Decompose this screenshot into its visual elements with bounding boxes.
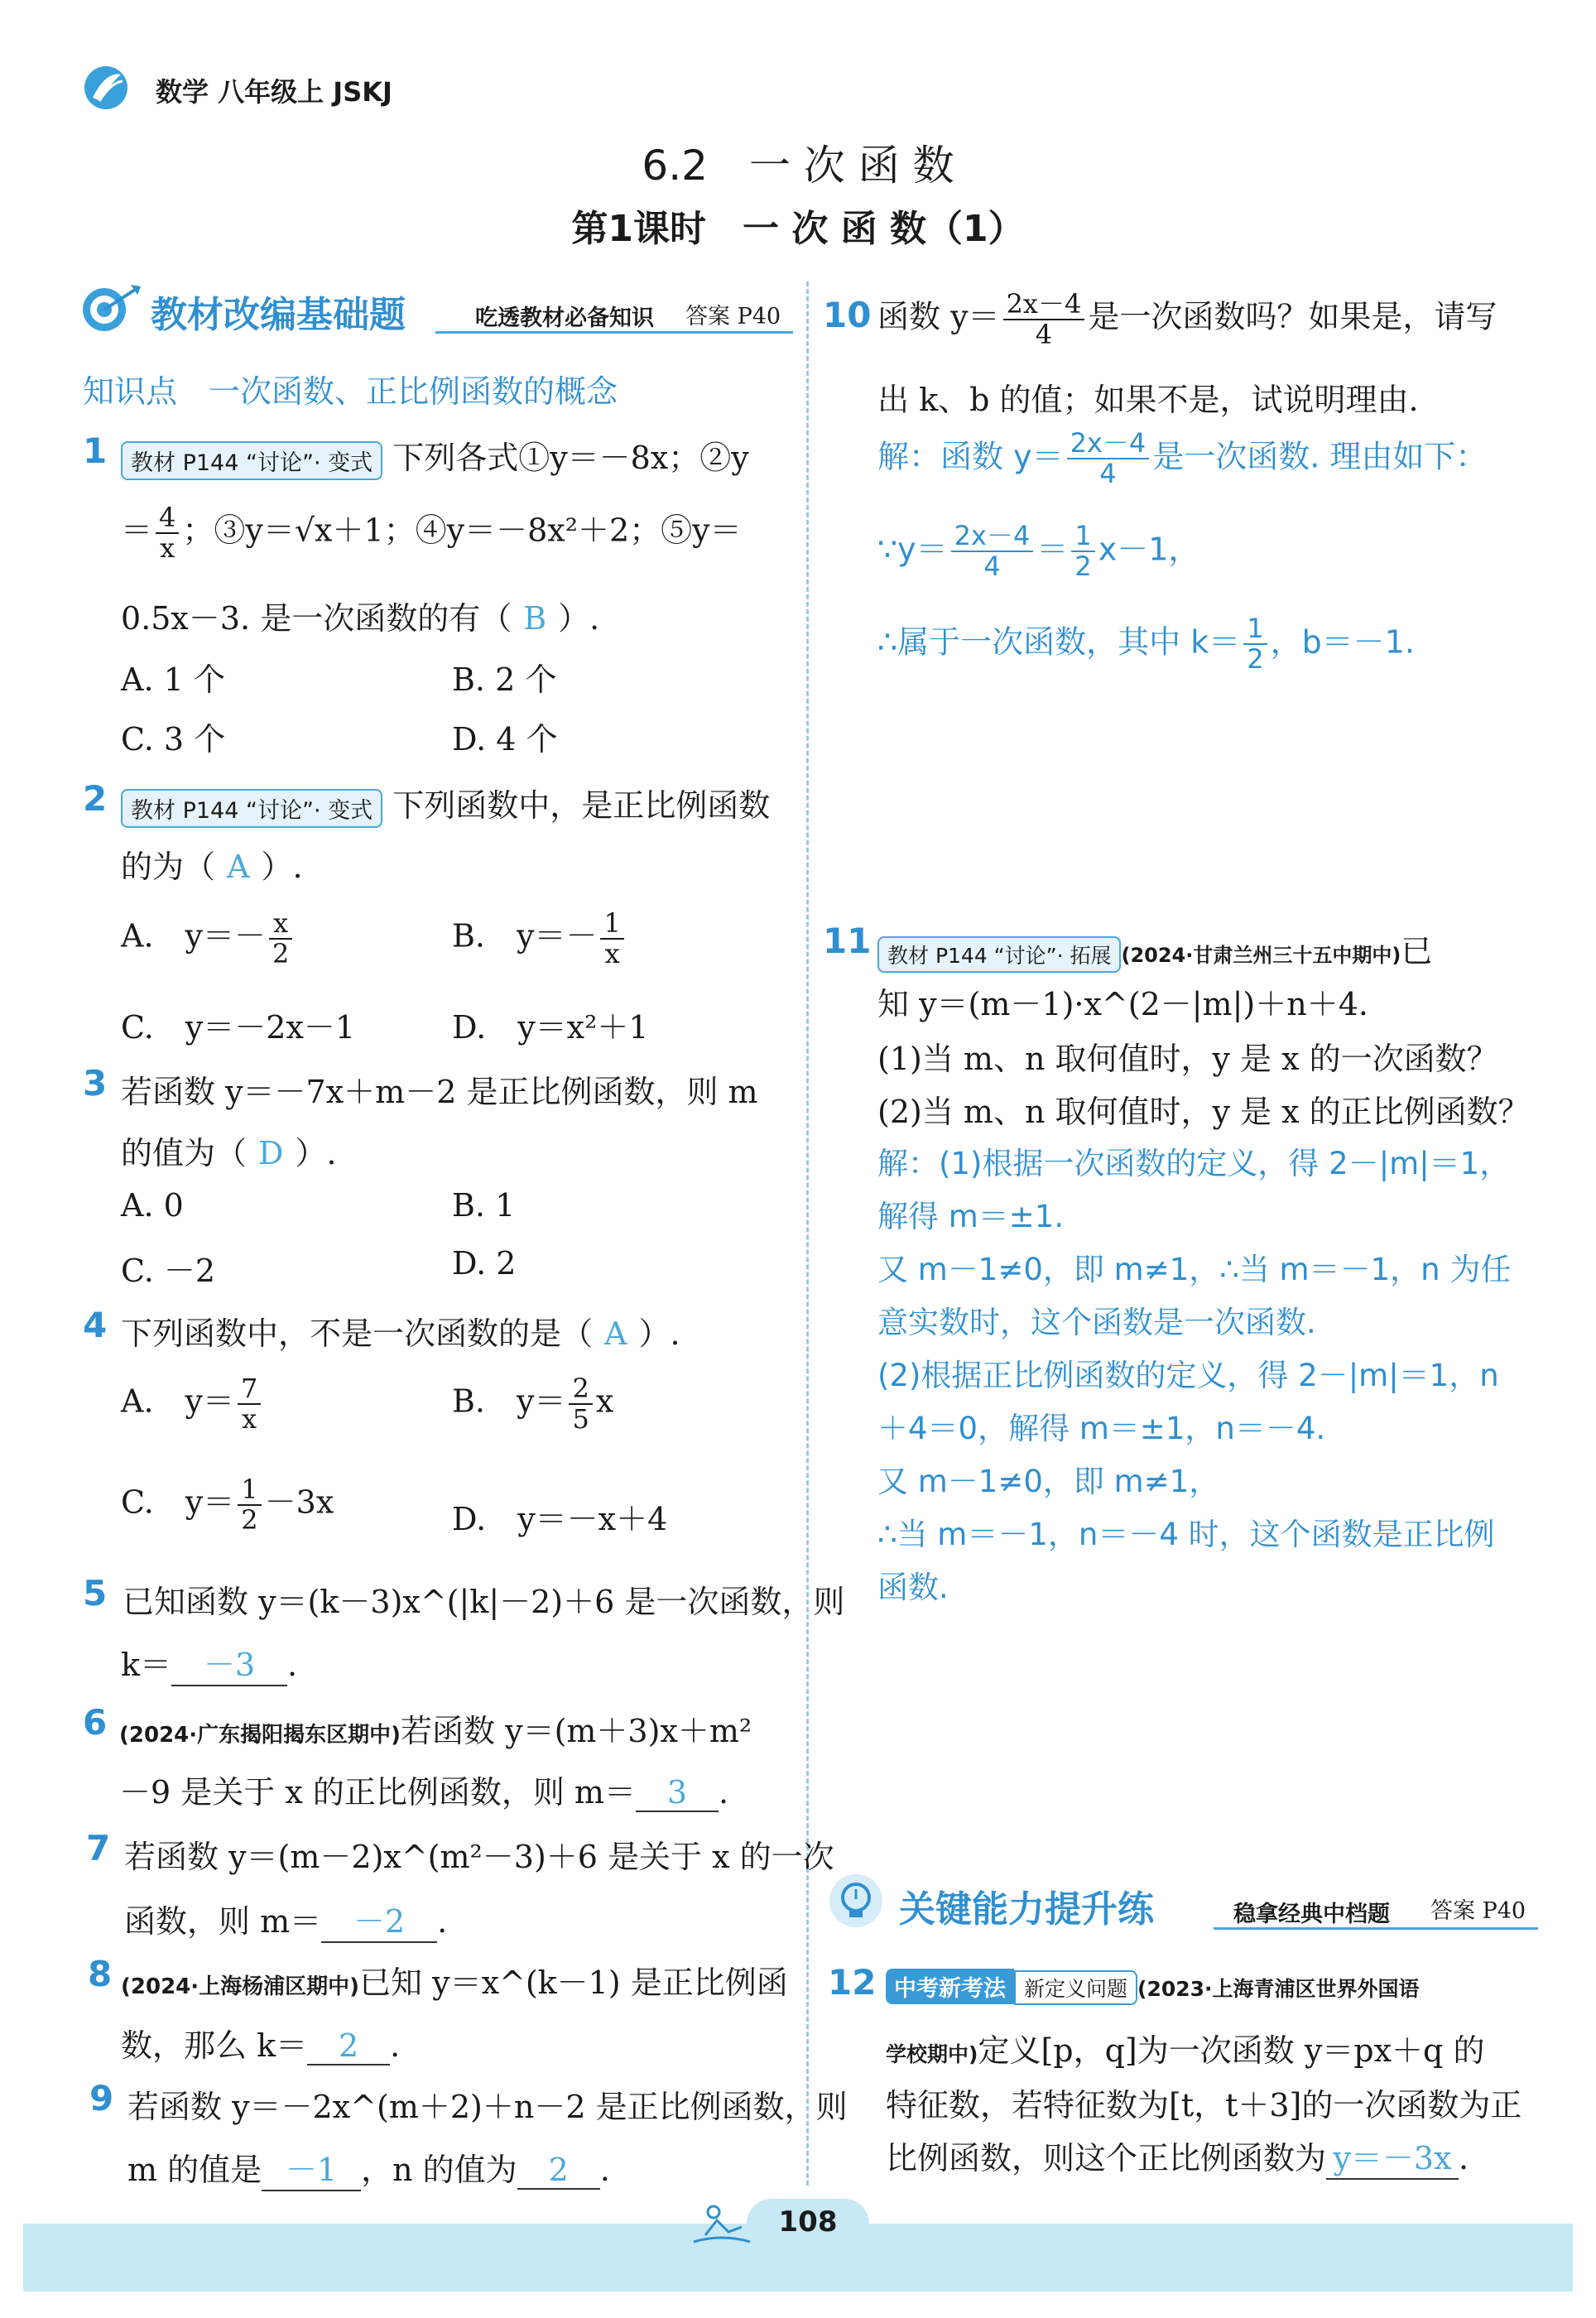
- q12-text4: 比例函数，则这个正比例函数为: [886, 2140, 1327, 2176]
- q3-option-d: D. 2: [452, 1245, 517, 1282]
- q6-text1: 若函数 y＝(m＋3)x＋m²: [401, 1713, 752, 1749]
- q1-line3: [121, 593, 599, 638]
- q3-line2: [121, 1128, 337, 1173]
- q1-text2b: ；③y＝√x＋1；④y＝－8x²＋2；⑤y＝: [182, 512, 742, 549]
- q11-line2: 知 y＝(m－1)·x^(2－|m|)＋n＋4.: [877, 986, 1368, 1022]
- q11-sol-line: 函数.: [877, 1570, 949, 1605]
- q12-answer-blank: y＝－3x: [1326, 2133, 1459, 2180]
- q5-text2: k＝: [121, 1647, 172, 1683]
- q2-option-d: D. y＝x²＋1: [452, 1009, 649, 1046]
- column-divider: [806, 281, 809, 2186]
- banner-key-underline: [1214, 1927, 1538, 1930]
- q4-option-a: [121, 1374, 264, 1434]
- q10-text1b: 是一次函数吗？如果是，请写: [1088, 298, 1497, 335]
- q2-source-tag: 教材 P144 “讨论”· 变式: [121, 789, 382, 828]
- q8-answer-blank: 2: [307, 2027, 390, 2066]
- banner-basic-motto: 吃透教材必备知识: [475, 305, 654, 331]
- q6-number: 6: [83, 1702, 108, 1743]
- banner-key: [824, 1871, 1538, 1934]
- q4-option-c: [121, 1475, 334, 1535]
- q10-solution2: [877, 522, 1199, 581]
- q9-number: 9: [89, 2078, 114, 2118]
- q12-text2: 定义[p，q]为一次函数 y＝px＋q 的: [978, 2032, 1485, 2069]
- q8-number: 8: [88, 1954, 113, 1994]
- q1-frac-den: x: [160, 532, 175, 565]
- q11-text1-end: 已: [1401, 933, 1433, 969]
- q3-number: 3: [83, 1063, 108, 1104]
- banner-basic: [79, 280, 793, 338]
- q4-a-den: x: [242, 1403, 257, 1436]
- q7-text2: 函数，则 m＝: [124, 1903, 322, 1940]
- q9-answer2-blank: 2: [517, 2152, 600, 2190]
- q2-text2: 的为（: [121, 849, 216, 885]
- q12-close: .: [1459, 2140, 1469, 2176]
- q11-sol-line: (2)根据正比例函数的定义，得 2－|m|＝1，n: [877, 1358, 1499, 1393]
- q3-option-c: C. －2: [121, 1253, 216, 1289]
- q10-sol1-num: 2x－4: [1067, 429, 1150, 459]
- q4-answer: A: [604, 1315, 627, 1352]
- q4-a-num: 7: [238, 1374, 261, 1405]
- q2-line1: [121, 780, 770, 828]
- q10-frac: [1003, 290, 1085, 349]
- q1-option-a: A. 1 个: [121, 661, 225, 698]
- q1-fraction: [156, 503, 179, 563]
- q11-sol-line: ＋4＝0，解得 m＝±1，n＝－4.: [877, 1411, 1326, 1446]
- q2-text1: 下列函数中，是正比例函数: [392, 787, 771, 824]
- q2-answer: A: [227, 849, 250, 885]
- q8-text2: 数，那么 k＝: [121, 2027, 308, 2064]
- q4-c-den: 2: [241, 1504, 258, 1537]
- q8-line1: [121, 1957, 788, 2003]
- q2-b-num: 1: [600, 909, 623, 940]
- q2-option-c: C. y＝－2x－1: [121, 1009, 356, 1046]
- q4-c-frac: [238, 1475, 261, 1535]
- q1-number: 1: [83, 430, 108, 471]
- q9-answer1-blank: －1: [262, 2144, 361, 2191]
- q3-option-a: A. 0: [121, 1187, 184, 1224]
- q5-close: .: [287, 1647, 298, 1683]
- q2-a-frac: [269, 909, 292, 969]
- lightbulb-icon: [824, 1873, 887, 1934]
- q10-sol2-frac2: [1071, 522, 1094, 581]
- q2-option-a: [121, 909, 296, 969]
- q4-a-frac: [238, 1374, 261, 1434]
- q9-text2a: m 的值是: [127, 2152, 262, 2188]
- q2-option-b: [452, 909, 627, 969]
- q1-text1: 下列各式①y＝－8x；②y: [392, 440, 749, 476]
- q3-option-b: B. 1: [452, 1187, 516, 1224]
- q1-option-d: D. 4 个: [452, 721, 558, 757]
- q10-sol1-frac: [1067, 429, 1150, 488]
- q1-close: ）.: [558, 600, 600, 637]
- q6-line2: [119, 1767, 728, 1812]
- q3-close: ）.: [295, 1135, 337, 1171]
- q11-sol-line: 意实数时，这个函数是一次函数.: [877, 1305, 1316, 1340]
- q7-line1: 若函数 y＝(m－2)x^(m²－3)＋6 是关于 x 的一次: [124, 1839, 834, 1875]
- q12-source-cont: 学校期中): [886, 2042, 978, 2066]
- q10-solution3: [877, 614, 1415, 674]
- q7-line2: [124, 1896, 447, 1943]
- q10-line1: [877, 290, 1497, 349]
- section-title: 6.2 一 次 函 数: [642, 142, 954, 190]
- q5-answer-blank: －3: [171, 1639, 287, 1686]
- q6-source: (2024·广东揭阳揭东区期中): [119, 1723, 401, 1748]
- q10-sol1-den: 4: [1099, 458, 1117, 490]
- q5-line2: [121, 1639, 297, 1686]
- q10-sol1a: 解：函数 y＝: [877, 438, 1064, 475]
- book-subject: 数学 八年级上 JSKJ: [156, 76, 392, 108]
- q10-sol2c: x－1，: [1098, 531, 1200, 568]
- q4-text1: 下列函数中，不是一次函数的是（: [121, 1315, 594, 1352]
- q7-answer-blank: －2: [321, 1896, 437, 1943]
- q12-line3: 特征数，若特征数为[t，t＋3]的一次函数为正: [886, 2087, 1522, 2123]
- q10-sol3-frac: [1243, 614, 1267, 674]
- q4-b-text: B. y＝: [452, 1383, 566, 1420]
- q10-sol3-den: 2: [1247, 643, 1264, 676]
- q10-sol2-frac1: [951, 522, 1034, 581]
- q10-sol1b: 是一次函数. 理由如下：: [1152, 438, 1488, 475]
- q11-source-tag: 教材 P144 “讨论”· 拓展: [877, 936, 1121, 973]
- q7-number: 7: [86, 1828, 111, 1868]
- q10-sol3a: ∴属于一次函数，其中 k＝: [877, 623, 1241, 661]
- q4-option-b: [452, 1374, 613, 1434]
- q3-answer: D: [258, 1135, 284, 1171]
- q6-close: .: [718, 1774, 729, 1811]
- q4-c-num: 1: [238, 1475, 261, 1506]
- page-number: 108: [778, 2205, 838, 2239]
- q5-number: 5: [83, 1573, 108, 1613]
- q11-line1: [877, 926, 1432, 973]
- q11-sol-line: 解：(1)根据一次函数的定义，得 2－|m|＝1，: [877, 1146, 1511, 1181]
- q1-frac-num: 4: [156, 503, 179, 534]
- q1-option-c: C. 3 个: [121, 721, 226, 757]
- q10-sol2a: ∵y＝: [877, 531, 948, 568]
- lesson-title: 第1课时 一 次 函 数（1）: [571, 208, 1025, 250]
- q10-sol2b: ＝: [1036, 531, 1069, 568]
- q2-close: ）.: [261, 849, 303, 885]
- q10-text1a: 函数 y＝: [877, 298, 1000, 335]
- q1-source-tag: 教材 P144 “讨论”· 变式: [121, 441, 382, 480]
- q2-a-den: 2: [272, 938, 290, 970]
- q1-text2a: ＝: [121, 512, 153, 549]
- q2-b-text: B. y＝－: [452, 917, 598, 955]
- q11-sol-line: 又 m－1≠0，即 m≠1，: [877, 1464, 1220, 1499]
- banner-key-motto: 稳拿经典中档题: [1233, 1902, 1390, 1927]
- q1-text3: 0.5x－3. 是一次函数的有（: [121, 600, 512, 637]
- q6-line1: [119, 1705, 752, 1751]
- q1-option-b: B. 2 个: [452, 661, 557, 698]
- q11-sol-line: 解得 m＝±1.: [877, 1199, 1065, 1234]
- q4-number: 4: [83, 1305, 108, 1345]
- q4-c-suffix: －3x: [264, 1484, 334, 1521]
- q12-line4: [886, 2133, 1469, 2180]
- q11-sol-line: ∴当 m＝－1，n＝－4 时，这个函数是正比例: [877, 1517, 1495, 1552]
- q12-tag-new-method: 中考新考法: [886, 1969, 1014, 2004]
- q1-line2: [121, 503, 742, 563]
- q10-line2: 出 k、b 的值；如果不是，试说明理由.: [877, 382, 1419, 418]
- q8-close: .: [390, 2027, 401, 2064]
- q2-a-text: A. y＝－: [121, 917, 266, 955]
- q11-part2: (2)当 m、n 取何值时，y 是 x 的正比例函数？: [877, 1094, 1530, 1130]
- q12-line2: [886, 2025, 1484, 2070]
- banner-basic-title: 教材改编基础题: [151, 294, 406, 336]
- q2-a-num: x: [269, 909, 292, 940]
- q10-sol2-num2: 1: [1071, 522, 1094, 552]
- q2-number: 2: [83, 778, 108, 819]
- q4-a-text: A. y＝: [121, 1383, 234, 1420]
- q4-b-den: 5: [572, 1403, 589, 1436]
- q2-b-frac: [600, 909, 623, 969]
- q4-line1: [121, 1308, 680, 1354]
- target-icon: [79, 283, 142, 336]
- banner-basic-underline: [435, 331, 793, 334]
- q2-line2: [121, 841, 303, 887]
- q4-b-suffix: x: [595, 1383, 614, 1420]
- q11-solution: [877, 1137, 1511, 1614]
- q11-part1: (1)当 m、n 取何值时，y 是 x 的一次函数？: [877, 1041, 1498, 1077]
- q6-answer-blank: 3: [636, 1774, 719, 1812]
- banner-key-answer: 答案 P40: [1430, 1898, 1526, 1924]
- q10-sol2-den1: 4: [983, 551, 1001, 583]
- q6-text2: －9 是关于 x 的正比例函数，则 m＝: [119, 1774, 636, 1811]
- q9-close: .: [599, 2152, 610, 2188]
- q4-close: ）.: [638, 1315, 680, 1352]
- q9-text2b: ，n 的值为: [361, 2152, 517, 2188]
- q9-line1: 若函数 y＝－2x^(m＋2)＋n－2 是正比例函数，则: [127, 2089, 848, 2125]
- q4-b-frac: [569, 1374, 592, 1434]
- q10-frac-den: 4: [1035, 319, 1053, 351]
- q10-sol3-num: 1: [1243, 614, 1267, 645]
- q3-line1: 若函数 y＝－7x＋m－2 是正比例函数，则 m: [121, 1074, 758, 1110]
- reading-figure-icon: [689, 2202, 755, 2250]
- q8-line2: [121, 2020, 400, 2066]
- q1-answer: B: [523, 600, 547, 637]
- q11-number: 11: [823, 921, 872, 961]
- banner-basic-answer: 答案 P40: [685, 304, 781, 329]
- q4-b-num: 2: [569, 1374, 592, 1405]
- q4-c-text: C. y＝: [121, 1484, 235, 1521]
- q12-line1: [886, 1967, 1420, 2005]
- q12-source: (2023·上海青浦区世界外国语: [1137, 1977, 1420, 2001]
- banner-key-title: 关键能力提升练: [899, 1888, 1154, 1931]
- q12-tag-new-definition: 新定义问题: [1014, 1970, 1137, 2005]
- knowledge-point: 知识点 一次函数、正比例函数的概念: [83, 373, 618, 410]
- q2-b-den: x: [604, 938, 620, 970]
- q8-source: (2024·上海杨浦区期中): [121, 1974, 360, 1999]
- q5-line1: 已知函数 y＝(k－3)x^(|k|－2)＋6 是一次函数，则: [123, 1584, 845, 1620]
- q1-line1: [121, 432, 749, 480]
- q4-option-d: D. y＝－x＋4: [452, 1501, 668, 1537]
- q10-sol3b: ，b＝－1.: [1270, 623, 1416, 661]
- q8-text1: 已知 y＝x^(k－1) 是正比例函: [359, 1965, 788, 2001]
- q10-sol2-num1: 2x－4: [951, 522, 1034, 552]
- q10-solution1: [877, 429, 1487, 488]
- q11-sol-line: 又 m－1≠0，即 m≠1，∴当 m＝－1，n 为任: [877, 1252, 1512, 1287]
- q3-text2: 的值为（: [121, 1135, 248, 1171]
- q9-line2: [127, 2144, 610, 2191]
- q10-number: 10: [823, 295, 872, 335]
- q11-source: (2024·甘肃兰州三十五中期中): [1121, 944, 1401, 967]
- book-logo-icon: [83, 65, 129, 111]
- q12-number: 12: [828, 1962, 877, 2003]
- q10-frac-num: 2x－4: [1003, 290, 1085, 320]
- q10-sol2-den2: 2: [1074, 551, 1092, 583]
- q7-close: .: [437, 1903, 448, 1940]
